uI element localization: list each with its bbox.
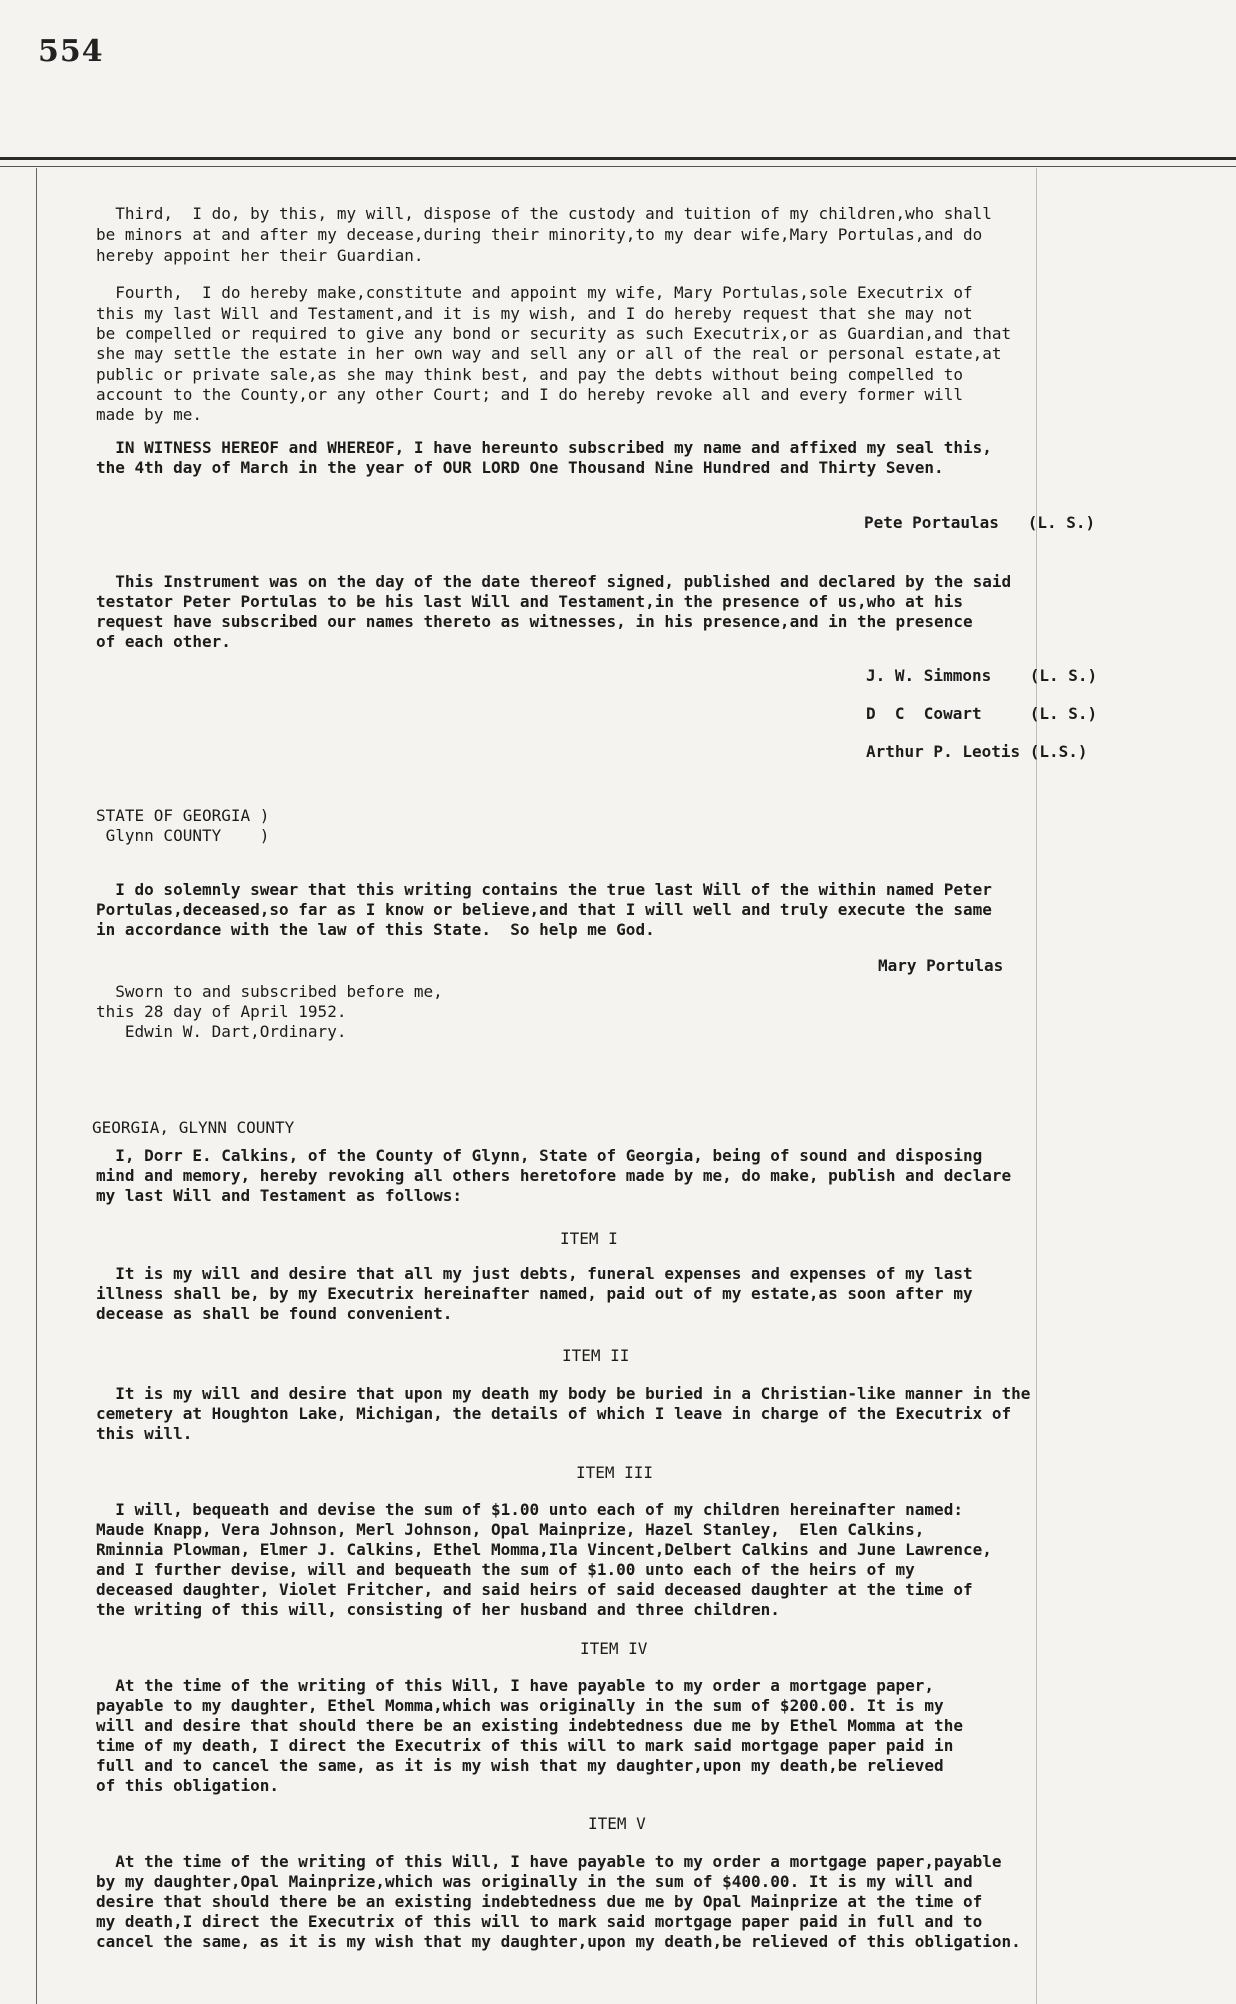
text-line: of this obligation.: [96, 1776, 280, 1795]
text-line: the writing of this will, consisting of her husband and three children.: [96, 1600, 780, 1619]
text-line: be compelled or required to give any bond or security as such Executrix,or as Guardian,and that: [96, 324, 1012, 343]
text-line: she may settle the estate in her own way and sell any or all of the real or personal estate,at: [96, 344, 1002, 363]
top-rule: [0, 157, 1236, 160]
text-line: in accordance with the law of this State. So help me God.: [96, 920, 655, 939]
witness-signature: J. W. Simmons (L. S.): [866, 666, 1098, 685]
oath-signature: Mary Portulas: [878, 956, 1004, 975]
text-line: Third, I do, by this, my will, dispose of the custody and tuition of my children,who shall: [96, 204, 992, 223]
text-line: payable to my daughter, Ethel Momma,which was originally in the sum of $200.00. It is my: [96, 1696, 944, 1715]
testator-signature: Pete Portaulas (L. S.): [864, 513, 1096, 532]
text-line: hereby appoint her their Guardian.: [96, 246, 424, 265]
text-line: this my last Will and Testament,and it is my wish, and I do hereby request that she may not: [96, 304, 973, 323]
text-line: IN WITNESS HEREOF and WHEREOF, I have hereunto subscribed my name and affixed my seal this,: [96, 438, 992, 457]
text-line: Glynn COUNTY ): [96, 826, 270, 845]
text-line: desire that should there be an existing indebtedness due me by Opal Mainprize at the time of: [96, 1892, 983, 1911]
text-line: illness shall be, by my Executrix hereinafter named, paid out of my estate,as soon after my: [96, 1284, 973, 1303]
witness-signature: Arthur P. Leotis (L.S.): [866, 742, 1088, 761]
text-line: At the time of the writing of this Will, I have payable to my order a mortgage paper,: [96, 1676, 935, 1695]
item-title: ITEM IV: [580, 1639, 648, 1658]
text-line: my last Will and Testament as follows:: [96, 1186, 463, 1205]
text-line: made by me.: [96, 405, 202, 424]
text-line: by my daughter,Opal Mainprize,which was originally in the sum of $400.00. It is my will and: [96, 1872, 973, 1891]
text-line: This Instrument was on the day of the date thereof signed, published and declared by the said: [96, 572, 1012, 591]
text-line: will and desire that should there be an existing indebtedness due me by Ethel Momma at the: [96, 1716, 963, 1735]
text-line: be minors at and after my decease,during their minority,to my dear wife,Mary Portulas,and do: [96, 225, 983, 244]
text-line: this will.: [96, 1424, 193, 1443]
item-title: ITEM V: [588, 1814, 646, 1833]
item-title: ITEM II: [562, 1346, 630, 1365]
text-line: deceased daughter, Violet Fritcher, and said heirs of said deceased daughter at the time of: [96, 1580, 973, 1599]
text-line: cemetery at Houghton Lake, Michigan, the details of which I leave in charge of the Executrix of: [96, 1404, 1012, 1423]
item-title: ITEM III: [576, 1463, 654, 1482]
text-line: my death,I direct the Executrix of this will to mark said mortgage paper paid in full and to: [96, 1912, 983, 1931]
text-line: I will, bequeath and devise the sum of $1.00 unto each of my children hereinafter named:: [96, 1500, 963, 1519]
text-line: Maude Knapp, Vera Johnson, Merl Johnson, Opal Mainprize, Hazel Stanley, Elen Calkins,: [96, 1520, 925, 1539]
page-number: 554: [38, 34, 104, 69]
witness-signature: D C Cowart (L. S.): [866, 704, 1098, 723]
text-line: cancel the same, as it is my wish that my daughter,upon my death,be relieved of this obligation.: [96, 1932, 1021, 1951]
text-line: Sworn to and subscribed before me,: [96, 982, 443, 1001]
item-title: ITEM I: [560, 1229, 618, 1248]
text-line: STATE OF GEORGIA ): [96, 806, 270, 825]
text-line: request have subscribed our names thereto as witnesses, in his presence,and in the presence: [96, 612, 973, 631]
top-rule-thin: [0, 166, 1236, 167]
text-line: decease as shall be found convenient.: [96, 1304, 453, 1323]
text-line: Edwin W. Dart,Ordinary.: [96, 1022, 347, 1041]
text-line: full and to cancel the same, as it is my wish that my daughter,upon my death,be relieved: [96, 1756, 944, 1775]
text-line: account to the County,or any other Court; and I do hereby revoke all and every former will: [96, 385, 963, 404]
text-line: public or private sale,as she may think best, and pay the debts without being compelled to: [96, 365, 973, 384]
binding-fold-line: [1036, 168, 1037, 2004]
text-line: and I further devise, will and bequeath the sum of $1.00 unto each of the heirs of my: [96, 1560, 915, 1579]
will-heading: GEORGIA, GLYNN COUNTY: [92, 1118, 295, 1137]
text-line: At the time of the writing of this Will, I have payable to my order a mortgage paper,payable: [96, 1852, 1002, 1871]
text-line: Portulas,deceased,so far as I know or believe,and that I will well and truly execute the same: [96, 900, 992, 919]
left-margin-line: [36, 168, 37, 2004]
text-line: testator Peter Portulas to be his last Will and Testament,in the presence of us,who at his: [96, 592, 963, 611]
text-line: Rminnia Plowman, Elmer J. Calkins, Ethel Momma,Ila Vincent,Delbert Calkins and June Lawrence,: [96, 1540, 992, 1559]
text-line: Fourth, I do hereby make,constitute and appoint my wife, Mary Portulas,sole Executrix of: [96, 283, 973, 302]
text-line: this 28 day of April 1952.: [96, 1002, 347, 1021]
text-line: I, Dorr E. Calkins, of the County of Glynn, State of Georgia, being of sound and disposing: [96, 1146, 983, 1165]
text-line: of each other.: [96, 632, 231, 651]
text-line: I do solemnly swear that this writing contains the true last Will of the within named Peter: [96, 880, 992, 899]
text-line: It is my will and desire that all my just debts, funeral expenses and expenses of my last: [96, 1264, 973, 1283]
text-line: mind and memory, hereby revoking all others heretofore made by me, do make, publish and declare: [96, 1166, 1012, 1185]
text-line: It is my will and desire that upon my death my body be buried in a Christian-like manner in the: [96, 1384, 1031, 1403]
text-line: the 4th day of March in the year of OUR LORD One Thousand Nine Hundred and Thirty Seven.: [96, 458, 944, 477]
text-line: time of my death, I direct the Executrix of this will to mark said mortgage paper paid in: [96, 1736, 954, 1755]
